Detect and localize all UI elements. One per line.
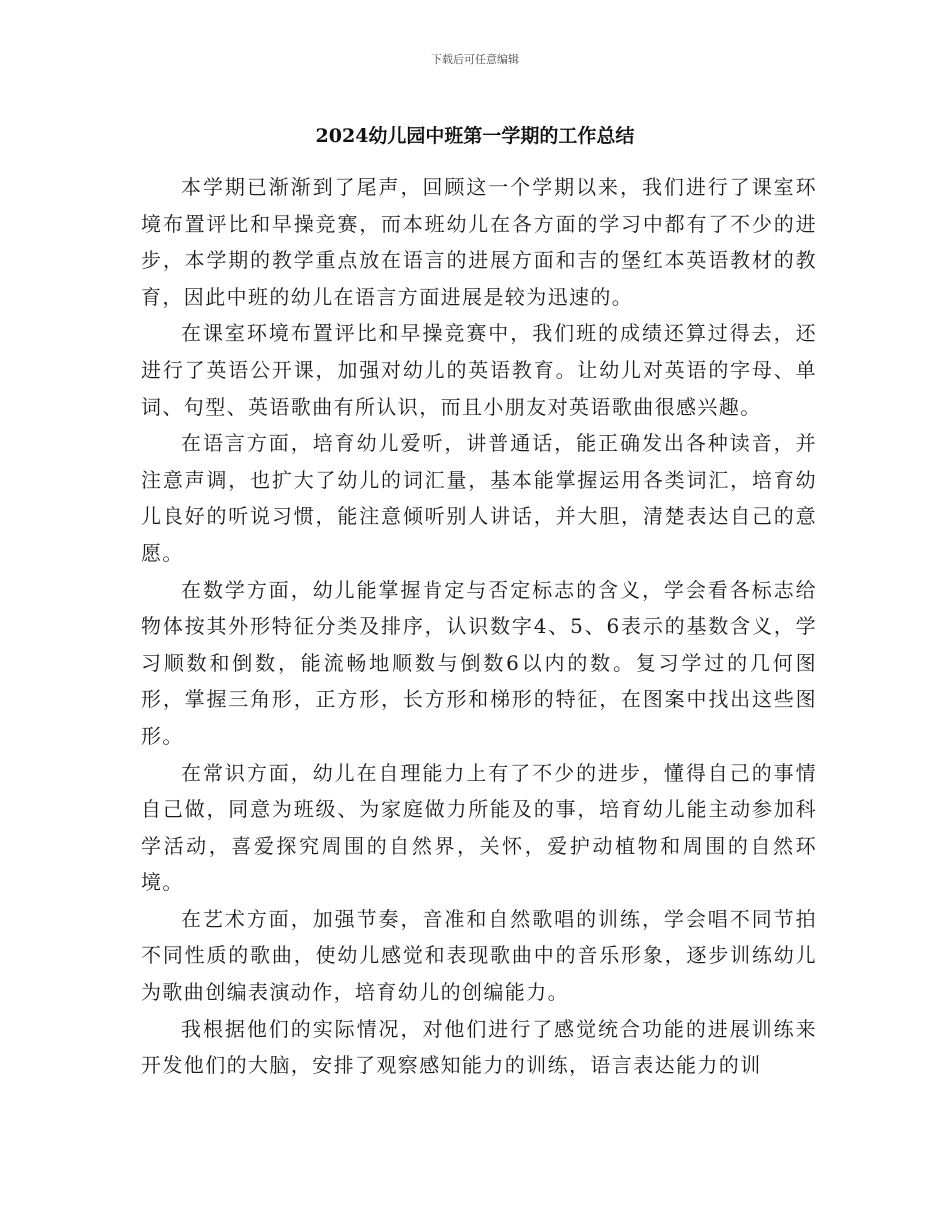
paragraph-language: 在语言方面，培育幼儿爱听，讲普通话，能正确发出各种读音，并注意声调，也扩大了幼儿的词汇量，基本能掌握运用各类词汇，培育幼儿良好的听说习惯，能注意倾听别人讲话，并大胆，清楚表达自己的意愿。 xyxy=(141,431,817,565)
paragraph-intro: 本学期已渐渐到了尾声，回顾这一个学期以来，我们进行了课室环境布置评比和早操竞赛，而本班幼儿在各方面的学习中都有了不少的进步，本学期的教学重点放在语言的进展方面和吉的堡红本英语教材的教育，因此中班的幼儿在语言方面进展是较为迅速的。 xyxy=(141,175,817,309)
paragraph-training: 我根据他们的实际情况，对他们进行了感觉统合功能的进展训练来开发他们的大脑，安排了观察感知能力的训练，语言表达能力的训 xyxy=(141,1016,817,1078)
paragraph-general-knowledge: 在常识方面，幼儿在自理能力上有了不少的进步，懂得自己的事情自己做，同意为班级、为家庭做力所能及的事，培育幼儿能主动参加科学活动，喜爱探究周围的自然界，关怀，爱护动植物和周围的自然环境。 xyxy=(141,760,817,895)
paragraph-environment-english: 在课室环境布置评比和早操竞赛中，我们班的成绩还算过得去，还进行了英语公开课，加强对幼儿的英语教育。让幼儿对英语的字母、单词、句型、英语歌曲有所认识，而且小朋友对英语歌曲很感兴趣。 xyxy=(141,321,817,419)
document-title: 2024幼儿园中班第一学期的工作总结 xyxy=(315,125,635,147)
document-body xyxy=(141,169,817,1084)
paragraph-art: 在艺术方面，加强节奏，音准和自然歌唱的训练，学会唱不同节拍不同性质的歌曲，使幼儿感觉和表现歌曲中的音乐形象，逐步训练幼儿为歌曲创编表演动作，培育幼儿的创编能力。 xyxy=(141,906,817,1005)
page-header: 下载后可任意编辑 xyxy=(431,53,519,66)
paragraph-math: 在数学方面，幼儿能掌握肯定与否定标志的含义，学会看各标志给物体按其外形特征分类及排序，认识数字4、5、6表示的基数含义，学习顺数和倒数，能流畅地顺数与倒数6以内的数。复习学过的几何图形，掌握三角形，正方形，长方形和梯形的特征，在图案中找出这些图形。 xyxy=(141,577,817,748)
